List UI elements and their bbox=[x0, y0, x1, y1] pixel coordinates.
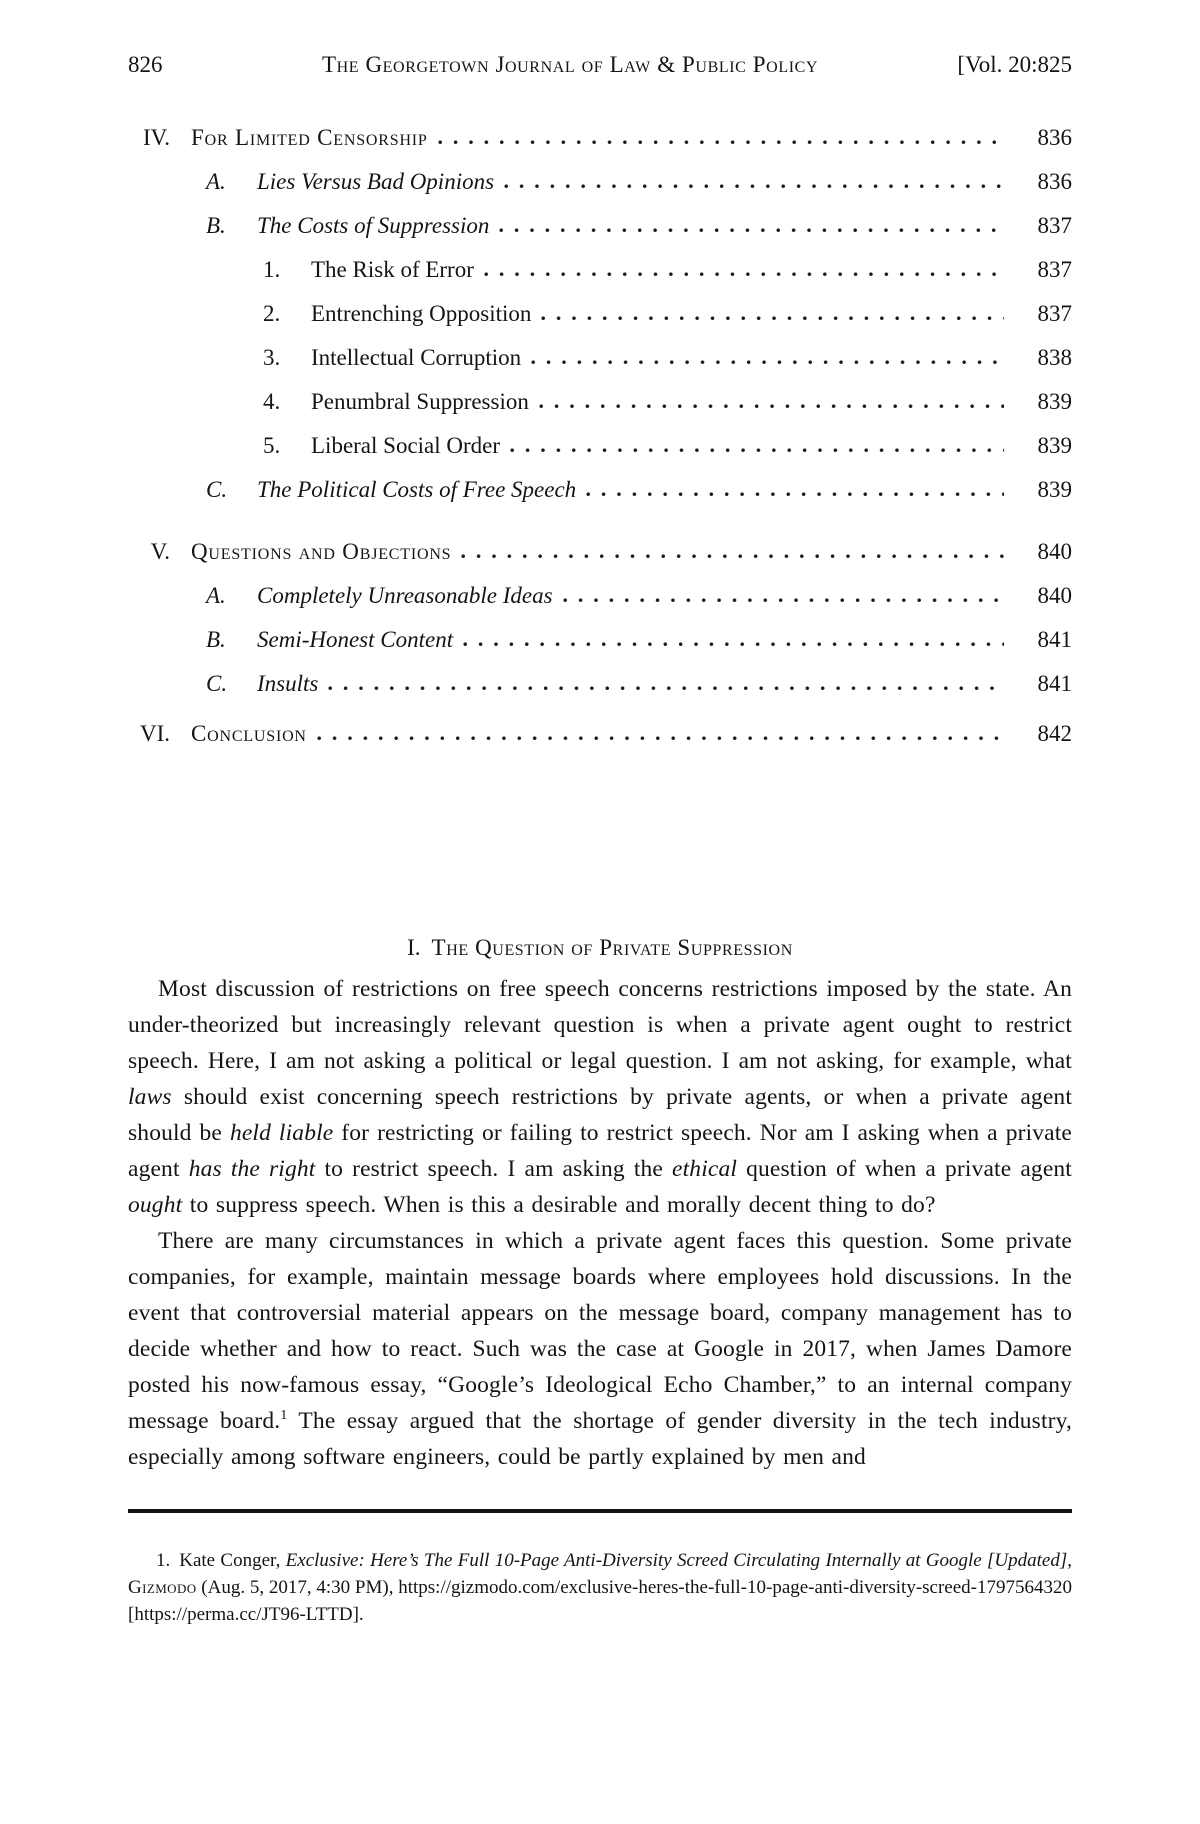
dot-leader bbox=[510, 448, 1004, 453]
section-heading bbox=[128, 935, 1072, 961]
body-paragraph-1: Most discussion of restrictions on free speech concerns restrictions imposed by the state. An under-theorized but increasingly relevant question is when a private agent ought to restrict speech. Here, I am not asking a political or legal question. I am not asking, for example, what laws should exist concerning speech restrictions by private agents, or when a private agent should be held liable for restricting or failing to restrict speech. Nor am I asking when a private agent has the right to restrict speech. I am asking the ethical question of when a private agent ought to suppress speech. When is this a desirable and morally decent thing to do? bbox=[128, 976, 1072, 1218]
volume-reference: [Vol. 20:825 bbox=[957, 52, 1072, 77]
toc-entry bbox=[128, 433, 1072, 477]
toc-entry-title: Penumbral Suppression bbox=[311, 389, 529, 414]
dot-leader bbox=[461, 554, 1004, 559]
body-paragraph-2: There are many circumstances in which a private agent faces this question. Some private companies, for example, maintain message boards where employees hold discussions. In the event that controversial material appears on the message board, company management has to decide whether and how to react. Such was the case at Google in 2017, when James Damore posted his now-famous essay, “Google’s Ideological Echo Chamber,” to an internal company message board.$^1$ The essay argued that the shortage of gender diversity in the tech industry, especially among software engineers, could be partly explained by men and bbox=[128, 1228, 1073, 1470]
toc-entry-page: 839 bbox=[1037, 477, 1072, 502]
toc-entry-page: 839 bbox=[1037, 433, 1072, 458]
toc-entry bbox=[128, 539, 1072, 583]
toc-entry-title: Liberal Social Order bbox=[311, 433, 501, 458]
toc-entry bbox=[128, 477, 1072, 521]
footnote-number: 1. bbox=[156, 1550, 171, 1571]
toc-entry-title: Intellectual Corruption bbox=[311, 345, 522, 370]
toc-entry bbox=[128, 257, 1072, 301]
toc-entry-title: For Limited Censorship bbox=[191, 125, 428, 150]
dot-leader bbox=[539, 404, 1004, 409]
toc-entry-page: 841 bbox=[1037, 671, 1072, 696]
toc-entry-label: C. bbox=[206, 671, 228, 696]
toc-entry-page: 840 bbox=[1037, 583, 1072, 608]
toc-entry-page: 839 bbox=[1037, 389, 1072, 414]
section-numeral: I. bbox=[407, 935, 421, 960]
toc-entry-label: V. bbox=[150, 539, 170, 564]
dot-leader bbox=[563, 598, 1004, 603]
dot-leader bbox=[484, 272, 1004, 277]
dot-leader bbox=[504, 184, 1004, 189]
toc-entry-label: 5. bbox=[263, 433, 281, 458]
toc-entry-label: 2. bbox=[263, 301, 281, 326]
toc-entry-label: A. bbox=[206, 169, 226, 194]
toc-entry-page: 836 bbox=[1037, 169, 1072, 194]
toc-entry-title: The Risk of Error bbox=[311, 257, 474, 282]
section-title: The Question of Private Suppression bbox=[431, 935, 793, 960]
toc-entry-title: Questions and Objections bbox=[191, 539, 452, 564]
dot-leader bbox=[317, 736, 1004, 741]
toc-entry-title: Semi-Honest Content bbox=[257, 627, 454, 652]
journal-title: The Georgetown Journal of Law & Public Policy bbox=[321, 52, 819, 77]
toc-entry bbox=[128, 671, 1072, 715]
toc-entry-page: 840 bbox=[1037, 539, 1072, 564]
toc-entry bbox=[128, 627, 1072, 671]
toc-entry-title: Insults bbox=[257, 671, 319, 696]
toc-entry-label: C. bbox=[206, 477, 228, 502]
dot-leader bbox=[328, 686, 1004, 691]
toc-entry-label: 3. bbox=[263, 345, 281, 370]
running-header bbox=[128, 52, 1072, 78]
toc-entry bbox=[128, 125, 1072, 169]
dot-leader bbox=[541, 316, 1004, 321]
article-body bbox=[128, 971, 1072, 1475]
toc-entry-page: 841 bbox=[1037, 627, 1072, 652]
publication-name: Gizmodo bbox=[128, 1577, 197, 1598]
toc-entry-title: Entrenching Opposition bbox=[311, 301, 532, 326]
toc-entry bbox=[128, 301, 1072, 345]
toc-entry bbox=[128, 389, 1072, 433]
toc-entry-label: IV. bbox=[142, 125, 170, 150]
dot-leader bbox=[463, 642, 1004, 647]
footnote-1: 1. Kate Conger, Exclusive: Here’s The Full 10-Page Anti-Diversity Screed Circulating Internally at Google [Updated], Gizmodo (Aug. 5, 2017, 4:30 PM), https://gizmodo.com/exclusive-heres-the-full-10-page-anti-diversity-screed-1797564320 [https://perma.cc/JT96-LTTD]. bbox=[128, 1550, 1072, 1625]
toc-entry bbox=[128, 345, 1072, 389]
toc-entry-label: B. bbox=[206, 213, 226, 238]
toc-entry-page: 836 bbox=[1037, 125, 1072, 150]
toc-entry-page: 837 bbox=[1037, 257, 1072, 282]
toc-entry-title: Conclusion bbox=[191, 721, 307, 746]
toc-entry-label: 4. bbox=[263, 389, 281, 414]
toc-entry-page: 837 bbox=[1037, 301, 1072, 326]
toc-entry-title: The Costs of Suppression bbox=[257, 213, 490, 238]
dot-leader bbox=[586, 492, 1004, 497]
dot-leader bbox=[438, 140, 1004, 145]
toc-entry-label: B. bbox=[206, 627, 226, 652]
toc-entry-title: Completely Unreasonable Ideas bbox=[257, 583, 553, 608]
toc-entry-page: 838 bbox=[1037, 345, 1072, 370]
toc-entry-page: 837 bbox=[1037, 213, 1072, 238]
toc-entry-title: Lies Versus Bad Opinions bbox=[257, 169, 495, 194]
toc-entry bbox=[128, 213, 1072, 257]
page-number: 826 bbox=[128, 52, 163, 77]
toc-entry bbox=[128, 583, 1072, 627]
footnote-separator-rule bbox=[128, 1509, 1072, 1513]
dot-leader bbox=[531, 360, 1004, 365]
toc-entry-title: The Political Costs of Free Speech bbox=[257, 477, 577, 502]
toc-entry-label: VI. bbox=[139, 721, 170, 746]
table-of-contents bbox=[128, 125, 1072, 765]
toc-entry bbox=[128, 169, 1072, 213]
footnote-block bbox=[128, 1547, 1072, 1628]
dot-leader bbox=[499, 228, 1004, 233]
toc-entry-page: 842 bbox=[1037, 721, 1072, 746]
toc-entry-label: 1. bbox=[263, 257, 281, 282]
toc-entry bbox=[128, 721, 1072, 765]
toc-entry-label: A. bbox=[206, 583, 226, 608]
footnote-reference-1: 1 bbox=[280, 1407, 288, 1424]
